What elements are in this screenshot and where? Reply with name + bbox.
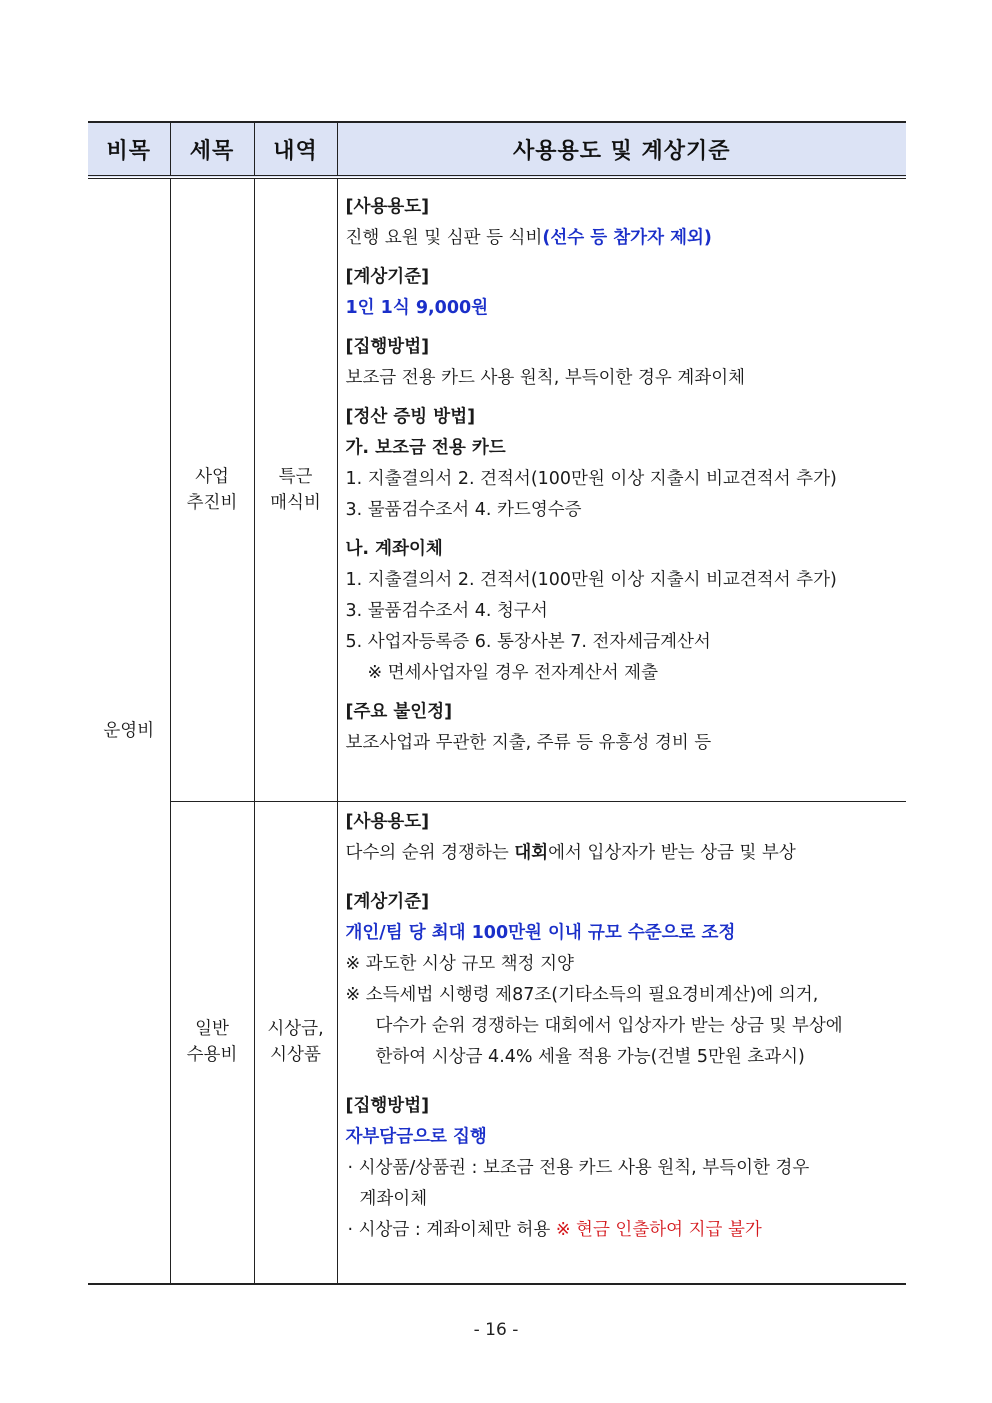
item-line: 특근 (278, 466, 313, 487)
usage-criteria-cell (337, 801, 906, 1284)
subcategory-line: 수용비 (186, 1045, 238, 1066)
proof-line: 1. 지출결의서 2. 견적서(100만원 이상 지출시 비교견적서 추가) (345, 570, 837, 590)
usage-highlight: (선수 등 참가자 제외) (542, 228, 712, 248)
proof-subtitle: 가. 보조금 전용 카드 (345, 438, 506, 458)
exec-bullet: · 시상금 : 계좌이체만 허용 ※ 현금 인출하여 지급 불가 (347, 1219, 762, 1240)
criteria-note: 한하여 시상금 4.4% 세율 적용 가능(건별 5만원 초과시) (375, 1046, 805, 1067)
exec-highlight: 자부담금으로 집행 (345, 1126, 487, 1147)
proof-line: 3. 물품검수조서 4. 카드영수증 (345, 500, 582, 520)
criteria-note: 다수가 순위 경쟁하는 대회에서 입상자가 받는 상금 및 부상에 (375, 1015, 843, 1036)
proof-subtitle: 나. 계좌이체 (345, 539, 443, 559)
usage-bold: 대회 (514, 842, 549, 863)
item-line: 시상금, (267, 1019, 324, 1040)
subcategory-line: 일반 (195, 1019, 229, 1040)
table-row (88, 801, 906, 1284)
proof-note: ※ 면세사업자일 경우 전자계산서 제출 (367, 663, 658, 683)
criteria-text: 개인/팀 당 최대 100만원 이내 규모 수준으로 조정 (345, 922, 736, 943)
section-title: [사용용도] (345, 811, 430, 832)
section-title: [집행방법] (345, 337, 430, 357)
criteria-note: ※ 소득세법 시행령 제87조(기타소득의 필요경비계산)에 의거, (345, 984, 819, 1005)
exec-bullet: 계좌이체 (359, 1188, 428, 1209)
category-cell (88, 177, 170, 1284)
category-label: 운영비 (103, 721, 155, 741)
subcategory-cell (170, 801, 254, 1284)
criteria-text: 1인 1식 9,000원 (345, 298, 489, 318)
page-number: - 16 - (473, 1320, 519, 1340)
proof-line: 5. 사업자등록증 6. 통장사본 7. 전자세금계산서 (345, 632, 711, 652)
budget-standard-table (88, 121, 906, 1285)
proof-line: 1. 지출결의서 2. 견적서(100만원 이상 지출시 비교견적서 추가) (345, 469, 837, 489)
header-subcategory: 세목 (170, 122, 254, 177)
item-cell (254, 801, 337, 1284)
section-title: [주요 불인정] (345, 702, 453, 722)
header-item: 내역 (254, 122, 337, 177)
proof-line: 3. 물품검수조서 4. 청구서 (345, 601, 548, 621)
subcategory-cell (170, 177, 254, 801)
subcategory-line: 추진비 (186, 492, 238, 513)
table-header-row (88, 122, 906, 177)
criteria-note: ※ 과도한 시상 규모 책정 지양 (345, 953, 574, 974)
header-usage-criteria: 사용용도 및 계상기준 (337, 122, 906, 177)
usage-text: 다수의 순위 경쟁하는 대회에서 입상자가 받는 상금 및 부상 (345, 842, 796, 863)
section-title: [정산 증빙 방법] (345, 407, 476, 427)
exec-text: 보조금 전용 카드 사용 원칙, 부득이한 경우 계좌이체 (345, 368, 746, 388)
item-line: 매식비 (270, 492, 321, 513)
reject-text: 보조사업과 무관한 지출, 주류 등 유흥성 경비 등 (345, 733, 712, 753)
exec-bullet: · 시상품/상품권 : 보조금 전용 카드 사용 원칙, 부득이한 경우 (347, 1157, 810, 1178)
subcategory-line: 사업 (195, 466, 229, 487)
item-line: 시상품 (270, 1045, 321, 1066)
usage-criteria-cell (337, 177, 906, 801)
header-category: 비목 (88, 122, 170, 177)
section-title: [계상기준] (345, 267, 430, 287)
cash-warning: ※ 현금 인출하여 지급 불가 (555, 1219, 762, 1240)
item-cell (254, 177, 337, 801)
section-title: [집행방법] (345, 1095, 430, 1116)
section-title: [사용용도] (345, 197, 430, 217)
table-row (88, 177, 906, 801)
usage-text: 진행 요원 및 심판 등 식비(선수 등 참가자 제외) (345, 228, 712, 248)
section-title: [계상기준] (345, 891, 430, 912)
